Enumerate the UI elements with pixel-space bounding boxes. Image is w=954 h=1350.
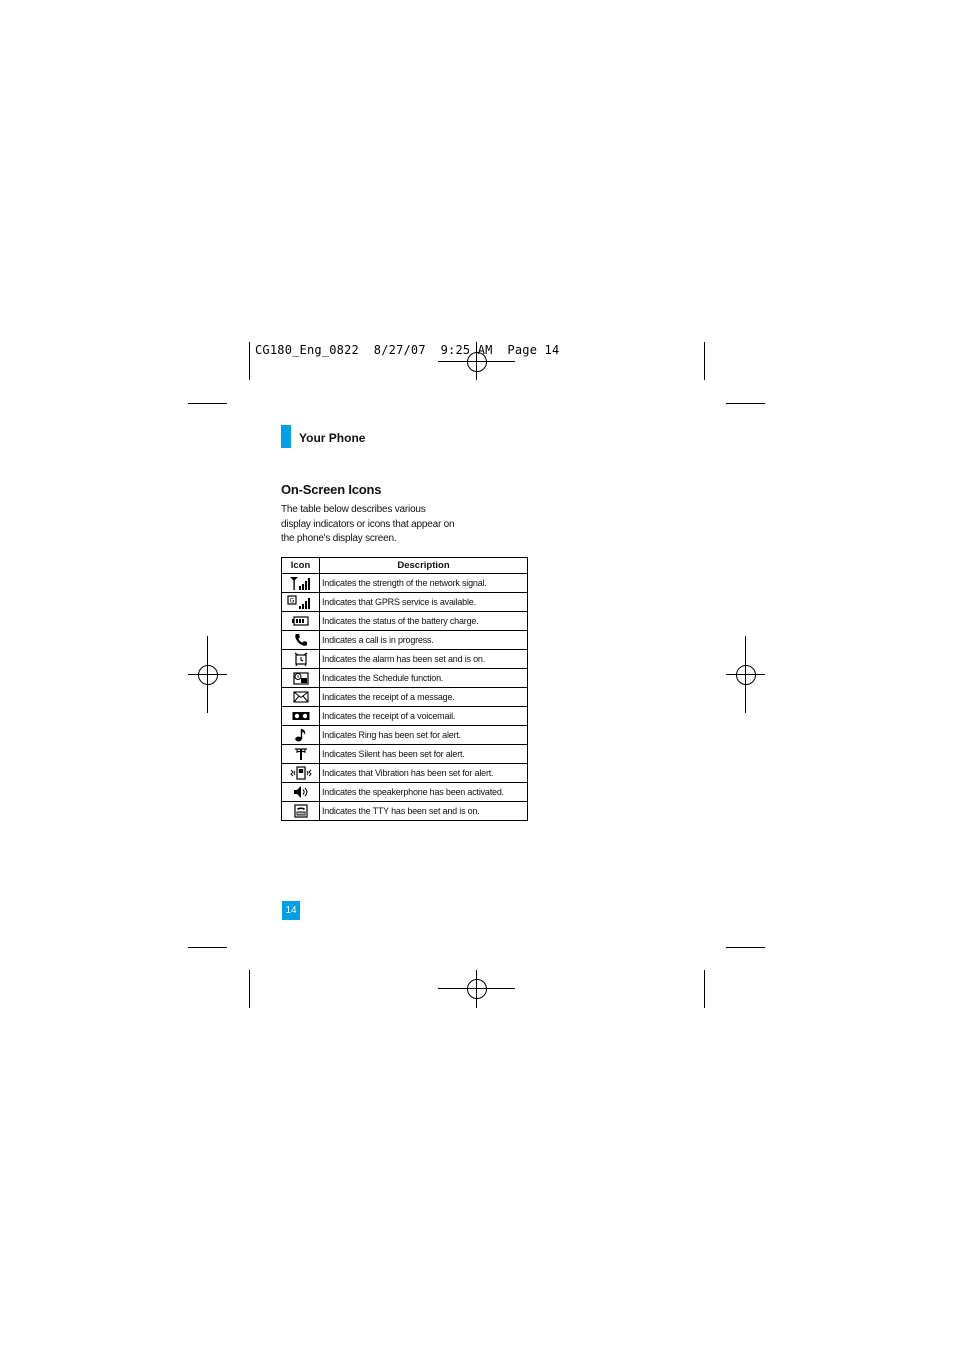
- crop-mark: [726, 947, 765, 948]
- call-icon: [294, 633, 308, 647]
- table-row: [282, 783, 528, 802]
- row-description: Indicates Ring has been set for alert.: [320, 726, 528, 745]
- svg-text:G: G: [288, 596, 295, 605]
- intro-paragraph: [281, 503, 471, 547]
- row-description: Indicates the strength of the network signal.: [320, 574, 528, 593]
- row-description: Indicates the status of the battery charge.: [320, 612, 528, 631]
- row-description: Indicates that GPRS service is available.: [320, 593, 528, 612]
- column-header-icon: Icon: [282, 558, 320, 574]
- crop-mark: [188, 403, 227, 404]
- section-title: Your Phone: [299, 431, 366, 445]
- table-header-row: [282, 558, 528, 574]
- table-row: [282, 650, 528, 669]
- table-row: [282, 612, 528, 631]
- intro-line: The table below describes various: [281, 504, 426, 515]
- row-description: Indicates the Schedule function.: [320, 669, 528, 688]
- crop-mark: [704, 970, 705, 1008]
- print-header: CG180_Eng_0822 8/27/07 9:25 AM Page 14: [255, 343, 560, 357]
- section-accent-bar: [281, 425, 291, 448]
- crop-mark: [249, 342, 250, 380]
- page-heading: On-Screen Icons: [281, 482, 382, 497]
- tty-icon: [294, 804, 308, 818]
- row-description: Indicates Silent has been set for alert.: [320, 745, 528, 764]
- row-description: Indicates the receipt of a voicemail.: [320, 707, 528, 726]
- row-description: Indicates the speakerphone has been activated.: [320, 783, 528, 802]
- crop-mark: [726, 403, 765, 404]
- table-row: [282, 574, 528, 593]
- signal-strength-icon: [289, 576, 313, 590]
- silent-icon: [294, 747, 308, 761]
- message-icon: [293, 691, 309, 703]
- row-description: Indicates the alarm has been set and is on.: [320, 650, 528, 669]
- row-description: Indicates that Vibration has been set for alert.: [320, 764, 528, 783]
- column-header-description: Description: [320, 558, 528, 574]
- table-row: [282, 688, 528, 707]
- voicemail-icon: [292, 711, 310, 721]
- battery-icon: [292, 615, 310, 627]
- table-row: [282, 631, 528, 650]
- crop-mark: [249, 970, 250, 1008]
- row-description: Indicates a call is in progress.: [320, 631, 528, 650]
- table-row: [282, 764, 528, 783]
- row-description: Indicates the receipt of a message.: [320, 688, 528, 707]
- schedule-icon: [293, 671, 309, 685]
- page-number: 14: [282, 901, 300, 920]
- ring-icon: [294, 728, 308, 742]
- table-row: [282, 593, 528, 612]
- table-row: [282, 726, 528, 745]
- icon-table: [281, 557, 528, 821]
- intro-line: display indicators or icons that appear on: [281, 518, 455, 530]
- table-row: [282, 802, 528, 821]
- crop-mark: [704, 342, 705, 380]
- table-row: [282, 745, 528, 764]
- table-row: [282, 669, 528, 688]
- intro-line: the phone's display screen.: [281, 533, 397, 544]
- speakerphone-icon: [293, 785, 309, 799]
- table-row: [282, 707, 528, 726]
- gprs-icon: [287, 595, 315, 609]
- row-description: Indicates the TTY has been set and is on.: [320, 802, 528, 821]
- alarm-icon: [294, 652, 308, 666]
- vibration-icon: [290, 766, 312, 780]
- crop-mark: [188, 947, 227, 948]
